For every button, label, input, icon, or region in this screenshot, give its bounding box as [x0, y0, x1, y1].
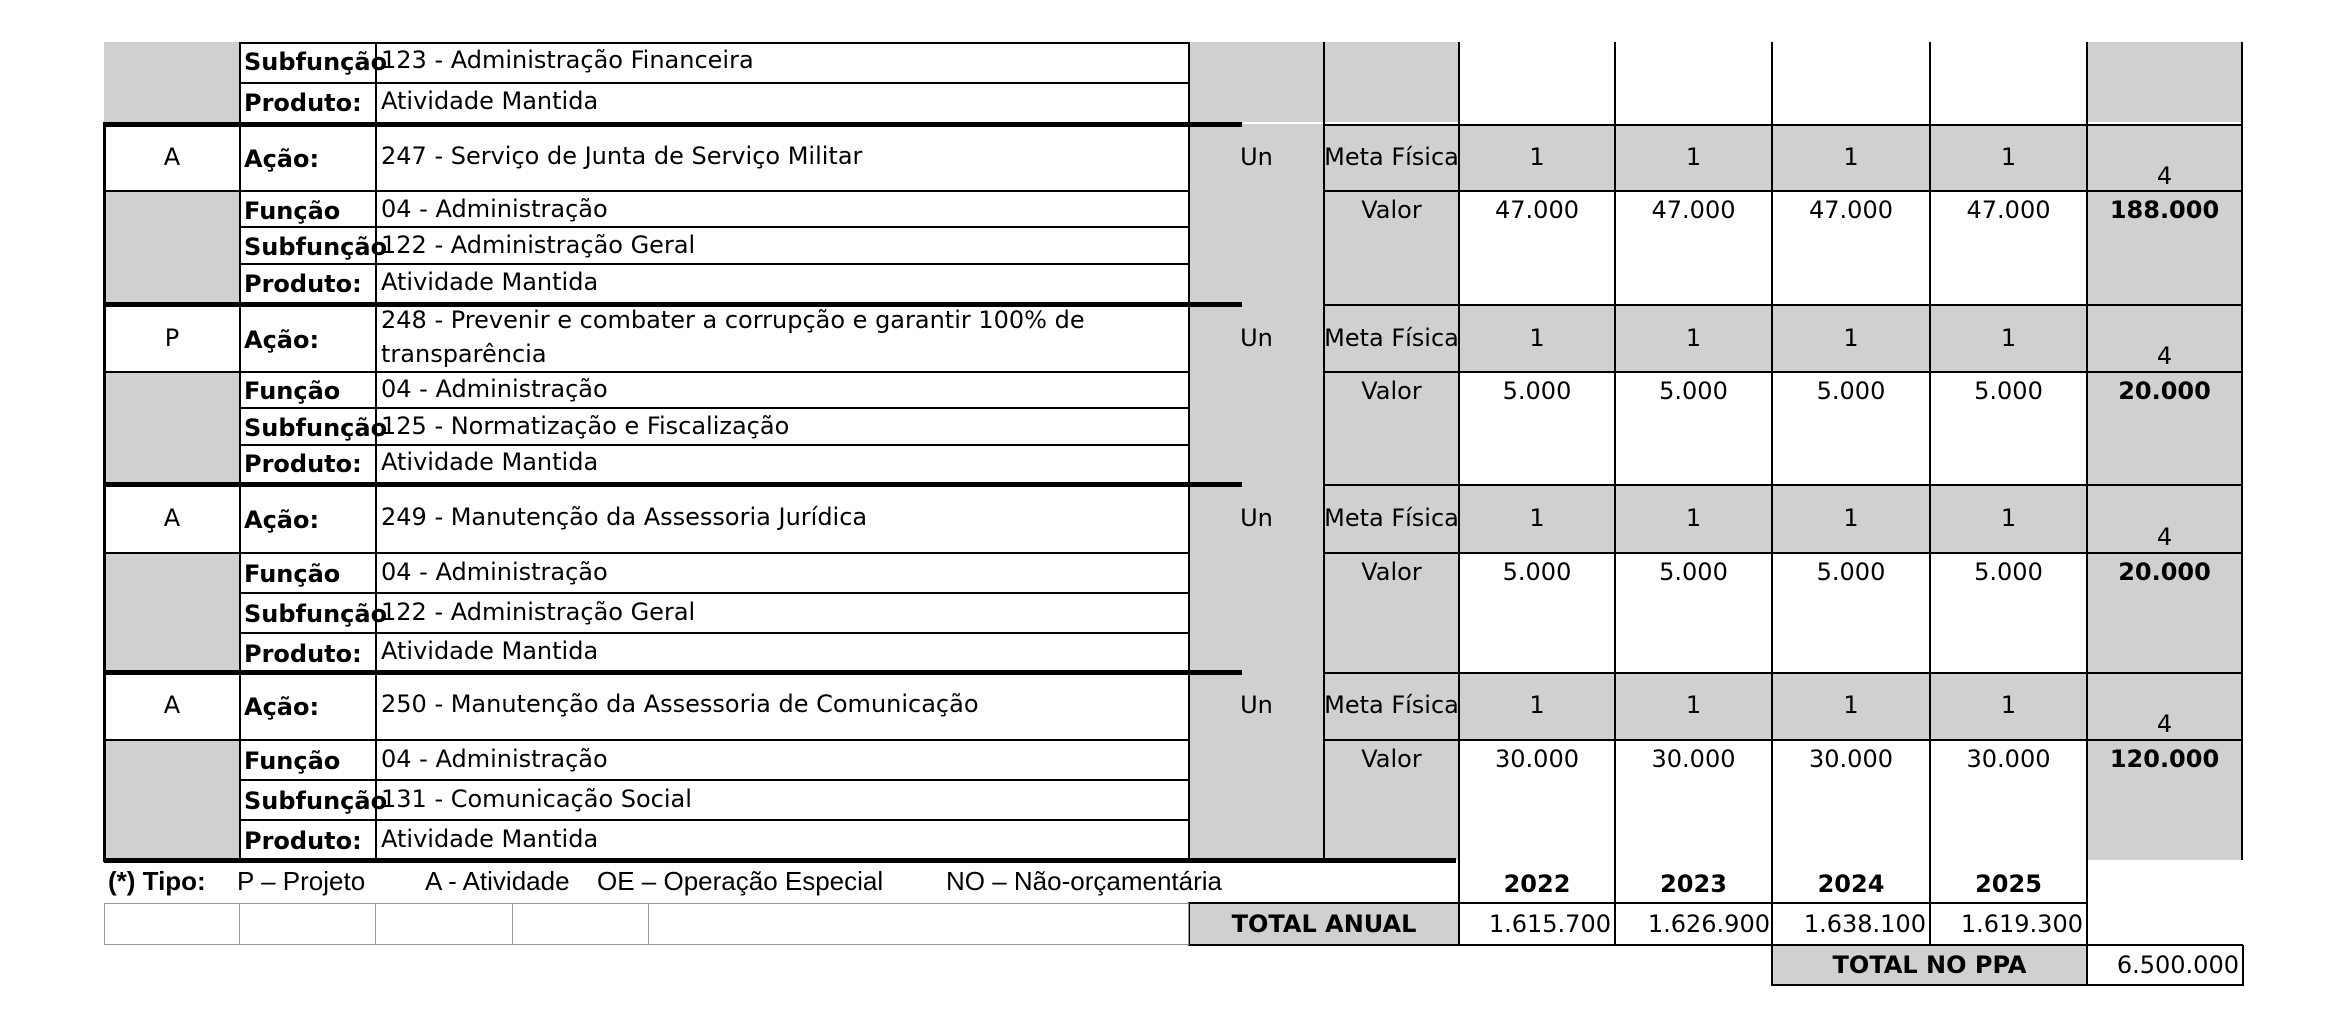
subfuncao-value: 125 - Normatização e Fiscalização [381, 412, 790, 440]
total-anual-2025: 1.619.300 [1960, 910, 2083, 938]
meta-2024: 1 [1843, 143, 1859, 171]
meta-label-empty [1324, 42, 1459, 122]
label-produto: Produto: [244, 89, 362, 117]
grid-line [375, 903, 376, 945]
label-subfuncao: Subfunção [244, 787, 388, 815]
tipo-value: P [164, 324, 180, 352]
grid-line [104, 552, 1189, 554]
funcao-value: 04 - Administração [381, 195, 608, 223]
year-2023: 2023 [1660, 870, 1727, 898]
valor-2024: 5.000 [1816, 558, 1886, 586]
year-2025: 2025 [1975, 870, 2042, 898]
label-acao: Ação: [244, 506, 320, 534]
label-produto: Produto: [244, 270, 362, 298]
grid-line [1188, 944, 2088, 946]
grid-line [104, 739, 1189, 741]
meta-fisica-label: Meta Física [1324, 691, 1459, 719]
valor-2024: 30.000 [1809, 745, 1893, 773]
grid-line [1324, 672, 2242, 674]
meta-total: 4 [2156, 162, 2173, 190]
valor-label: Valor [1361, 196, 1422, 224]
total-anual-2023: 1.626.900 [1647, 910, 1770, 938]
label-produto: Produto: [244, 640, 362, 668]
tipo-fill [104, 191, 240, 304]
footnote-prefix: (*) Tipo: [108, 866, 206, 896]
tipo-fill [104, 372, 240, 484]
valor-2023: 5.000 [1659, 377, 1728, 405]
meta-fisica-label: Meta Física [1324, 324, 1459, 352]
grid-line [375, 42, 377, 862]
tipo-fill [104, 740, 240, 860]
grid-line [1324, 484, 2242, 486]
label-funcao: Função [244, 377, 341, 405]
meta-2025: 1 [2000, 324, 2017, 352]
acao-value: 250 - Manutenção da Assessoria de Comunicação [381, 690, 979, 718]
meta-2022: 1 [1529, 504, 1545, 532]
total-cell-empty [2087, 42, 2242, 122]
label-acao: Ação: [244, 145, 320, 173]
valor-2022: 5.000 [1502, 558, 1572, 586]
subfuncao-value: 122 - Administração Geral [381, 231, 696, 259]
total-anual-label: TOTAL ANUAL [1231, 910, 1417, 938]
label-subfuncao: Subfunção [244, 48, 388, 76]
grid-line [2242, 945, 2244, 986]
tipo-fill [104, 553, 240, 672]
valor-label: Valor [1361, 558, 1422, 586]
meta-total: 4 [2156, 342, 2173, 370]
total-anual-2022: 1.615.700 [1488, 910, 1611, 938]
valor-2023: 5.000 [1659, 558, 1728, 586]
tipo-value: A [163, 143, 181, 171]
grid-line [240, 42, 1189, 44]
valor-2022: 30.000 [1495, 745, 1579, 773]
valor-2025: 30.000 [1966, 745, 2051, 773]
meta-2025: 1 [2000, 143, 2017, 171]
meta-fisica-label: Meta Física [1324, 143, 1459, 171]
grid-line [1188, 902, 2088, 904]
block-separator [104, 858, 1456, 863]
label-subfuncao: Subfunção [244, 233, 388, 261]
valor-2024: 47.000 [1809, 196, 1893, 224]
block-separator [104, 122, 1242, 127]
produto-value: Atividade Mantida [381, 268, 599, 296]
acao-value: 247 - Serviço de Junta de Serviço Militar [381, 142, 863, 170]
block-separator [104, 482, 1242, 487]
acao-value-line2: transparência [381, 340, 547, 368]
grid-line [240, 592, 1189, 594]
meta-2023: 1 [1685, 504, 1702, 532]
valor-2025: 47.000 [1966, 196, 2051, 224]
produto-value: Atividade Mantida [381, 448, 599, 476]
valor-total: 120.000 [2109, 745, 2220, 773]
meta-2023: 1 [1685, 324, 1702, 352]
footnote-operacao-especial: OE – Operação Especial [597, 866, 884, 896]
total-anual-2024: 1.638.100 [1803, 910, 1926, 938]
meta-2024: 1 [1843, 691, 1859, 719]
grid-line [240, 632, 1189, 634]
unidade-value: Un [1240, 504, 1273, 532]
grid-line [240, 444, 1189, 446]
acao-value-line1: 248 - Prevenir e combater a corrupção e garantir 100% de [381, 306, 1085, 334]
total-ppa-label: TOTAL NO PPA [1832, 951, 2027, 979]
tipo-value: A [163, 691, 181, 719]
produto-value: Atividade Mantida [381, 825, 599, 853]
funcao-value: 04 - Administração [381, 745, 608, 773]
label-subfuncao: Subfunção [244, 600, 388, 628]
grid-line [512, 903, 513, 945]
label-acao: Ação: [244, 693, 320, 721]
total-ppa-value: 6.500.000 [2116, 951, 2239, 979]
label-subfuncao: Subfunção [244, 414, 388, 442]
block-separator [104, 670, 1242, 675]
meta-total: 4 [2156, 523, 2173, 551]
valor-total: 20.000 [2118, 377, 2211, 405]
meta-2025: 1 [2000, 691, 2017, 719]
label-produto: Produto: [244, 827, 362, 855]
meta-fisica-label: Meta Física [1324, 504, 1459, 532]
grid-line [104, 371, 1189, 373]
footnote-projeto: P – Projeto [237, 866, 366, 896]
valor-total: 188.000 [2109, 196, 2220, 224]
valor-2025: 5.000 [1974, 377, 2043, 405]
grid-line [240, 226, 1189, 228]
meta-2023: 1 [1685, 691, 1702, 719]
grid-line [240, 407, 1189, 409]
meta-2023: 1 [1685, 143, 1702, 171]
meta-total: 4 [2156, 710, 2173, 738]
valor-2022: 5.000 [1502, 377, 1572, 405]
meta-2022: 1 [1529, 691, 1545, 719]
subfuncao-value: 123 - Administração Financeira [381, 46, 754, 74]
valor-2023: 30.000 [1651, 745, 1736, 773]
valor-2024: 5.000 [1816, 377, 1886, 405]
year-2022: 2022 [1503, 870, 1571, 898]
unidade-value: Un [1240, 691, 1273, 719]
unidade-value: Un [1240, 324, 1273, 352]
footnote-atividade: A - Atividade [425, 866, 570, 896]
grid-line [1324, 739, 2242, 741]
funcao-value: 04 - Administração [381, 375, 608, 403]
grid-line [103, 122, 106, 862]
valor-label: Valor [1361, 745, 1422, 773]
label-funcao: Função [244, 197, 341, 225]
grid-line [240, 82, 1189, 84]
grid-line [239, 903, 240, 945]
acao-value: 249 - Manutenção da Assessoria Jurídica [381, 503, 868, 531]
tipo-cell-empty [104, 42, 240, 122]
valor-total: 20.000 [2118, 558, 2211, 586]
un-cell-empty [1189, 42, 1324, 122]
meta-2022: 1 [1529, 324, 1545, 352]
grid-line [1324, 371, 2242, 373]
label-produto: Produto: [244, 450, 362, 478]
grid-line [1771, 984, 2243, 986]
grid-line [240, 819, 1189, 821]
produto-value: Atividade Mantida [381, 637, 599, 665]
valor-2023: 47.000 [1651, 196, 1736, 224]
subfuncao-value: 131 - Comunicação Social [381, 785, 692, 813]
grid-line [240, 263, 1189, 265]
grid-line [1324, 304, 2242, 306]
meta-2025: 1 [2000, 504, 2017, 532]
valor-label: Valor [1361, 377, 1422, 405]
grid-line [1324, 124, 2242, 126]
meta-2024: 1 [1843, 324, 1859, 352]
grid-line [1324, 190, 2242, 192]
label-funcao: Função [244, 560, 341, 588]
produto-value: Atividade Mantida [381, 87, 599, 115]
meta-2024: 1 [1843, 504, 1859, 532]
label-acao: Ação: [244, 326, 320, 354]
footnote-nao-orcamentaria: NO – Não-orçamentária [946, 866, 1222, 896]
grid-line [104, 190, 1189, 192]
funcao-value: 04 - Administração [381, 558, 608, 586]
grid-line [1324, 552, 2242, 554]
valor-2022: 47.000 [1495, 196, 1579, 224]
label-funcao: Função [244, 747, 341, 775]
tipo-value: A [163, 504, 181, 532]
valor-2025: 5.000 [1974, 558, 2043, 586]
grid-line [240, 779, 1189, 781]
meta-2022: 1 [1529, 143, 1545, 171]
unidade-value: Un [1240, 143, 1273, 171]
year-2024: 2024 [1817, 870, 1885, 898]
empty-footer-row [104, 903, 1189, 945]
grid-line [648, 903, 649, 945]
subfuncao-value: 122 - Administração Geral [381, 598, 696, 626]
grid-line [2086, 944, 2243, 946]
